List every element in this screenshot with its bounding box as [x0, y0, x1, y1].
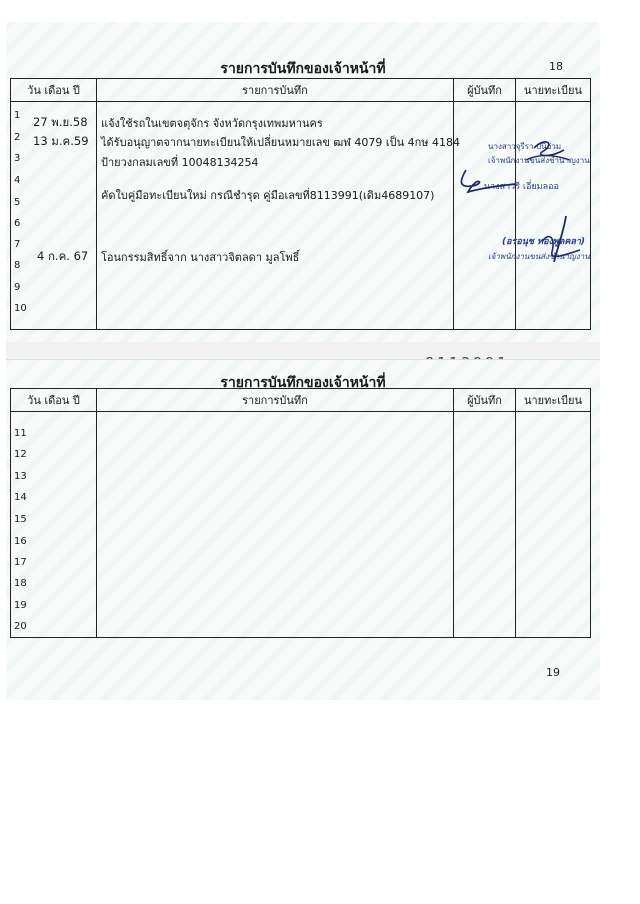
- page-number: 19: [546, 666, 560, 679]
- row-number: 15: [14, 514, 27, 525]
- row-number: 18: [14, 578, 27, 589]
- entry-text: คัดใบคู่มือทะเบียนใหม่ กรณีชำรุด คู่มือเลขที่8113991(เดิม4689107): [101, 189, 435, 202]
- row-number: 2: [14, 132, 21, 143]
- row-number: 14: [14, 492, 27, 503]
- row-number: 20: [14, 621, 27, 632]
- row-number: 5: [14, 197, 21, 208]
- row-number: 13: [14, 471, 27, 482]
- date-cell: [11, 412, 97, 638]
- column-header-date: วัน เดือน ปี: [11, 389, 97, 412]
- column-header-record: รายการบันทึก: [97, 389, 454, 412]
- stamp-position: เจ้าพนักงานขนส่งชำนาญงาน: [488, 156, 590, 165]
- row-number: 9: [14, 282, 21, 293]
- record-cell: [97, 412, 454, 638]
- row-number: 7: [14, 239, 21, 250]
- records-table: [10, 388, 591, 638]
- stamp-name: นางสาวรี เอี่ยมลออ: [484, 182, 559, 192]
- row-number: 17: [14, 557, 27, 568]
- page-19: [6, 360, 600, 700]
- recorder-cell: [454, 412, 516, 638]
- column-header-registrar: นายทะเบียน: [516, 389, 591, 412]
- row-number: 8: [14, 260, 21, 271]
- column-header-record: รายการบันทึก: [97, 79, 454, 102]
- column-header-recorder: ผู้บันทึก: [454, 389, 516, 412]
- page-number: 18: [549, 60, 563, 73]
- entry-text: แจ้งใช้รถในเขตจตุจักร จังหวัดกรุงเทพมหานคร: [101, 117, 323, 130]
- column-header-date: วัน เดือน ปี: [11, 79, 97, 102]
- record-cell: [97, 102, 460, 330]
- stamp-position: เจ้าพนักงานขนส่งชำนาญงาน: [488, 252, 590, 261]
- row-number: 3: [14, 153, 21, 164]
- stamp-name: (อรอนุช ทองพูลคลา): [502, 237, 586, 247]
- page-title: รายการบันทึกของเจ้าหน้าที่: [220, 375, 386, 391]
- entry-date: 4 ก.ค. 67: [37, 249, 89, 263]
- page-18: [6, 22, 600, 342]
- stamp-name: นางสาวจุรีรา ปนิอ่วม: [488, 142, 562, 151]
- row-number: 1: [14, 110, 21, 121]
- entry-date: 27 พ.ย.58: [33, 115, 88, 129]
- row-number: 4: [14, 175, 21, 186]
- row-number: 10: [14, 303, 27, 314]
- entry-text: ป้ายวงกลมเลขที่ 10048134254: [101, 156, 259, 169]
- signature: [526, 212, 596, 272]
- column-header-registrar: นายทะเบียน: [516, 79, 591, 102]
- page-title: รายการบันทึกของเจ้าหน้าที่: [220, 61, 386, 77]
- entry-text: ได้รับอนุญาตจากนายทะเบียนให้เปลี่ยนหมายเลข ฒฬ 4079 เป็น 4กษ 4184: [101, 136, 460, 149]
- entry-text: โอนกรรมสิทธิ์จาก นางสาวจิตลดา มูลโพธิ์: [101, 251, 300, 264]
- signature: [446, 130, 586, 210]
- row-number: 19: [14, 600, 27, 611]
- registrar-cell: [516, 412, 591, 638]
- column-header-recorder: ผู้บันทึก: [454, 79, 516, 102]
- row-number: 11: [14, 428, 27, 439]
- page-gap: [6, 342, 600, 360]
- entry-date: 13 ม.ค.59: [33, 134, 89, 148]
- row-number: 12: [14, 449, 27, 460]
- row-number: 16: [14, 536, 27, 547]
- row-number: 6: [14, 218, 21, 229]
- date-cell: [11, 102, 97, 330]
